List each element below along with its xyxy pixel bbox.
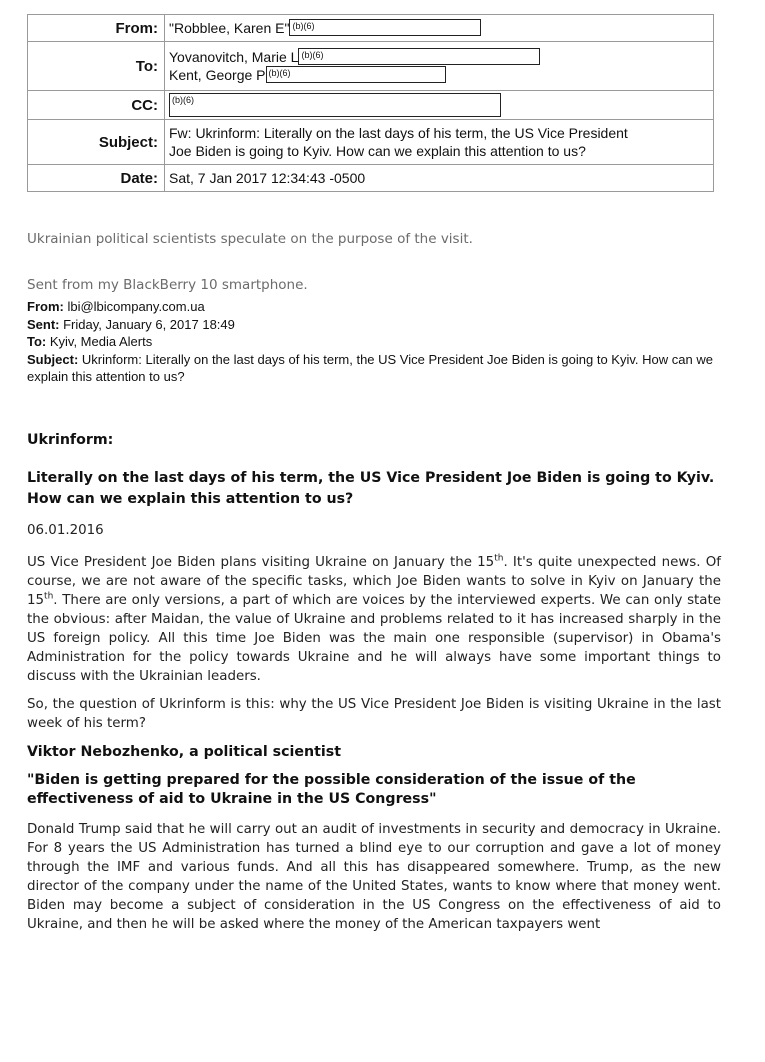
subject-line-2: Joe Biden is going to Kyiv. How can we explain this attention to us? xyxy=(169,143,586,159)
email-header-table xyxy=(27,14,714,192)
article-paragraph-2: So, the question of Ukrinform is this: why the US Vice President Joe Biden is visiting Ukraine in the last week of his term? xyxy=(27,697,721,731)
to-value xyxy=(165,42,714,91)
from-label: From: xyxy=(28,15,165,42)
subject-value xyxy=(165,120,714,165)
from-value xyxy=(165,15,714,42)
fwd-from-label: From: xyxy=(27,299,64,314)
fwd-sent-value: Friday, January 6, 2017 18:49 xyxy=(59,316,235,332)
redaction-box: (b)(6) xyxy=(266,66,446,83)
article-body xyxy=(27,432,721,934)
fwd-from-value: lbi@lbicompany.com.ua xyxy=(63,299,205,314)
forwarded-header xyxy=(27,298,727,386)
subject-line-1: Fw: Ukrinform: Literally on the last days of his term, the US Vice President xyxy=(169,125,628,141)
article-quote: "Biden is getting prepared for the possible consideration of the issue of the effectiveness of aid to Ukraine in the US Congress" xyxy=(27,772,636,807)
cc-label: CC: xyxy=(28,91,165,120)
to-recipient-2: Kent, George P xyxy=(169,67,266,83)
to-label: To: xyxy=(28,42,165,91)
article-speaker: Viktor Nebozhenko, a political scientist xyxy=(27,744,341,760)
redaction-box: (b)(6) xyxy=(298,48,540,65)
article-paragraph-1: US Vice President Joe Biden plans visiting Ukraine on January the 15th. It's quite unexpected news. Of course, we are not aware of the specific tasks, which Joe Biden wants to solve in Kyiv on January the 15th. There are only versions, a part of which are voices by the interviewed experts. We can only state the obvious: after Maidan, the value of Ukraine and problems related to it has increased sharply in the US foreign policy. All this time Joe Biden was the main one responsible (supervisor) in Obama's Administration for the policy towards Ukraine and he will always have some important things to discuss with the Ukrainian leaders. xyxy=(27,553,721,684)
article-headline: Literally on the last days of his term, the US Vice President Joe Biden is going to Kyiv. How can we explain this attention to us? xyxy=(27,470,715,507)
sent-from-signature: Sent from my BlackBerry 10 smartphone. xyxy=(27,277,308,293)
intro-text: Ukrainian political scientists speculate on the purpose of the visit. xyxy=(27,231,473,247)
date-label: Date: xyxy=(28,165,165,192)
fwd-subject-label: Subject: xyxy=(27,351,79,367)
article-source: Ukrinform: xyxy=(27,432,114,448)
redaction-box: (b)(6) xyxy=(289,19,481,36)
fwd-to-label: To: xyxy=(27,334,47,349)
fwd-sent-label: Sent: xyxy=(27,316,60,332)
redaction-box: (b)(6) xyxy=(169,93,501,117)
from-sender: "Robblee, Karen E" xyxy=(169,20,290,36)
fwd-to-value: Kyiv, Media Alerts xyxy=(46,334,153,349)
subject-label: Subject: xyxy=(28,120,165,165)
article-paragraph-3: Donald Trump said that he will carry out an audit of investments in security and democracy in Ukraine. For 8 years the US Administration has turned a blind eye to our corruption and gave a lot of money through the IMF and various funds. And all this has disappeared somewhere. Trump, as the new director of the company under the name of the United States, wants to know where that money went. Biden may become a subject of consideration in the US Congress on the effectiveness of aid to Ukraine, and then he will be asked where the money of the American taxpayers went xyxy=(27,822,721,932)
article-date: 06.01.2016 xyxy=(27,523,104,538)
fwd-subject-value: Ukrinform: Literally on the last days of his term, the US Vice President Joe Biden is going to Kyiv. How can we explain this attention to us? xyxy=(27,351,713,384)
to-recipient-1: Yovanovitch, Marie L xyxy=(169,49,299,65)
cc-value xyxy=(165,91,714,120)
date-value: Sat, 7 Jan 2017 12:34:43 -0500 xyxy=(165,165,714,192)
